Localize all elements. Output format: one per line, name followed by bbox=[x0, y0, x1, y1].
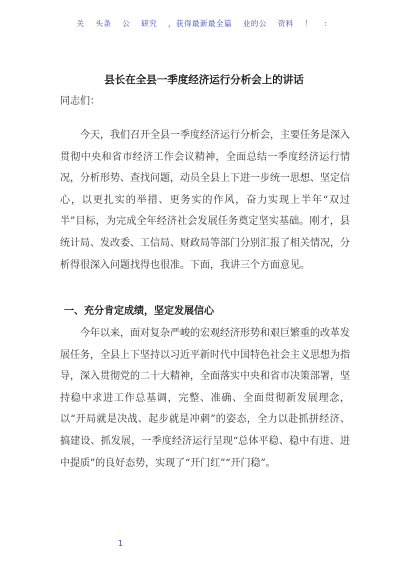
banner-text: 研究 bbox=[141, 19, 158, 28]
banner-text: ，获得最新最全篇 bbox=[168, 19, 232, 28]
section-heading: 一、充分肯定成绩，坚定发展信心 bbox=[64, 306, 214, 317]
banner-text: 公 bbox=[122, 19, 131, 28]
banner-text: 业的公 bbox=[242, 19, 267, 28]
banner-text: 关 bbox=[76, 19, 85, 28]
salutation: 同志们： bbox=[60, 96, 100, 107]
header-banner bbox=[0, 18, 408, 29]
paragraph-intro: 今天，我们召开全县一季度经济运行分析会，主要任务是深入贯彻中央和省市经济工作会议精神，全面总结一季度经济运行情况，分析形势、查找问题，动员全县上下进一步统一思想、坚定信心，以更扎实的举措、更务实的作风，奋力实现上半年“双过半”目标，为完成全年经济社会发展任务奠定坚实基础。刚才，县统计局、发改委、工信局、财政局等部门分别汇报了相关情况，分析得很深入问题找得也很准。下面，我讲三个方面意见。 bbox=[60, 130, 350, 271]
banner-text: 资料 bbox=[277, 19, 294, 28]
paragraph-achievements: 今年以来，面对复杂严峻的宏观经济形势和艰巨繁重的改革发展任务，全县上下坚持以习近平新时代中国特色社会主义思想为指导，深入贯彻党的二十大精神，全面落实中央和省市决策部署，坚持稳中求进工作总基调，完整、准确、全面贯彻新发展理念，以“开局就是决战、起步就是冲刺”的姿态，全力以赴抓拼经济、搞建设、抓发展，一季度经济运行呈现“总体平稳、稳中有进、进中提质”的良好态势，实现了“开门红”“开门稳”。 bbox=[60, 328, 350, 469]
banner-text: 头条 bbox=[95, 19, 112, 28]
banner-text: ： bbox=[323, 19, 332, 28]
page-number: 1 bbox=[118, 539, 124, 548]
document-title: 县长在全县一季度经济运行分析会上的讲话 bbox=[104, 74, 304, 86]
banner-text: ！ bbox=[304, 19, 313, 28]
